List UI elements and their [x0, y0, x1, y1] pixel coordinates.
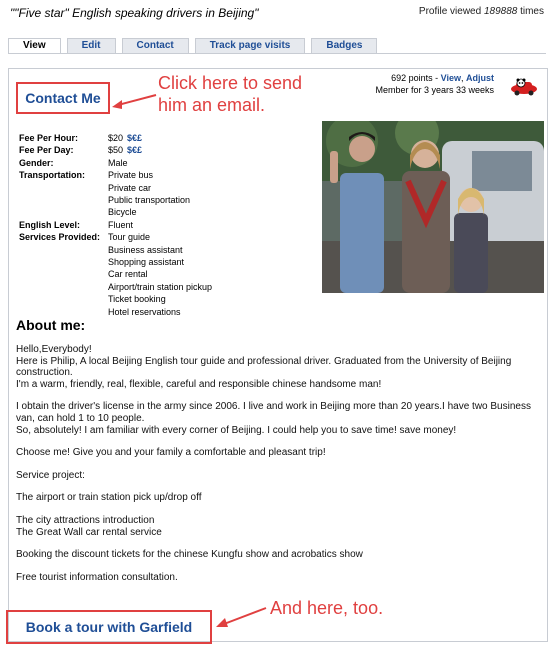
about-paragraph: Choose me! Give you and your family a comfortable and pleasant trip! [16, 447, 326, 459]
about-me-heading: About me: [16, 317, 86, 333]
service-item: Business assistant [108, 244, 183, 255]
transport-item: Public transportation [108, 195, 191, 206]
fee-hour-label: Fee Per Hour: [19, 133, 79, 143]
fee-hour-scale-icon: $€£ [127, 133, 143, 143]
tab-edit[interactable]: Edit [67, 38, 116, 53]
transport-item: Bicycle [108, 207, 137, 218]
gender-value: Male [108, 157, 128, 168]
annotation-arrow-1 [108, 90, 168, 115]
book-a-tour-link[interactable]: Book a tour with Garfield [6, 610, 212, 644]
annotation-click-here: Click here to send him an email. [158, 73, 303, 115]
points-adjust-link[interactable]: Adjust [466, 73, 494, 83]
panda-car-icon [510, 78, 538, 96]
transport-item: Private bus [108, 170, 154, 181]
tab-track-page-visits[interactable]: Track page visits [195, 38, 306, 53]
services-list [108, 231, 298, 318]
about-paragraph: The airport or train station pick up/drop off [16, 492, 202, 504]
transportation-label: Transportation: [19, 170, 86, 181]
views-count: 189888 [483, 6, 518, 17]
contact-me-link[interactable]: Contact Me [16, 82, 110, 114]
tab-contact[interactable]: Contact [122, 38, 189, 53]
tab-badges[interactable]: Badges [311, 38, 377, 53]
english-level-label: English Level: [19, 219, 81, 230]
profile-views: Profile viewed 189888 times [418, 6, 544, 17]
fee-hour-value: $20 [108, 133, 124, 143]
service-item: Tour guide [108, 232, 151, 243]
about-paragraph: Hello,Everybody! Here is Philip, A local Beijing English tour guide and professional driver. Graduated from the University of Beijing construction. I'm a warm, friendly, real, flexible, careful and responsible chinese handsome man! [16, 344, 512, 390]
service-item: Car rental [108, 269, 148, 280]
english-level-value: Fluent [108, 219, 134, 230]
annotation-and-here: And here, too. [270, 598, 384, 618]
service-item: Airport/train station pickup [108, 281, 213, 292]
member-since: Member for 3 years 33 weeks [375, 85, 494, 95]
service-item: Ticket booking [108, 294, 166, 305]
points-summary: 692 points - View, Adjust Member for 3 years 33 weeks [375, 73, 494, 95]
about-paragraph: Booking the discount tickets for the chinese Kungfu show and acrobatics show [16, 549, 363, 561]
about-me-text [16, 344, 536, 594]
about-paragraph: Service project: [16, 469, 85, 481]
service-item: Hotel reservations [108, 306, 181, 317]
points-view-link[interactable]: View [440, 73, 461, 83]
tab-divider [8, 53, 546, 54]
page-title: ""Five star" English speaking drivers in Beijing" [10, 6, 259, 20]
annotation-arrow-2 [212, 604, 272, 630]
about-paragraph: Free tourist information consultation. [16, 571, 178, 583]
about-paragraph: The city attractions introduction The Great Wall car rental service [16, 514, 162, 538]
transportation-list [108, 169, 298, 219]
profile-photo [322, 121, 544, 293]
profile-tabs [8, 38, 383, 53]
about-paragraph: I obtain the driver's license in the army since 2006. I live and work in Beijing more than 20 years.I have two Business van, can hold 1 to 10 people. So, absolutely! I am familiar with every corner of Beijing. I could help you to save time! save money! [16, 401, 531, 436]
tab-view[interactable]: View [8, 38, 61, 53]
fee-day-scale-icon: $€£ [127, 145, 143, 156]
service-item: Shopping assistant [108, 257, 185, 268]
profile-details [19, 132, 298, 318]
fee-day-value: $50 [108, 145, 124, 156]
fee-day-label: Fee Per Day: [19, 145, 74, 156]
services-label: Services Provided: [19, 232, 101, 243]
transport-item: Private car [108, 182, 152, 193]
gender-label: Gender: [19, 157, 54, 168]
